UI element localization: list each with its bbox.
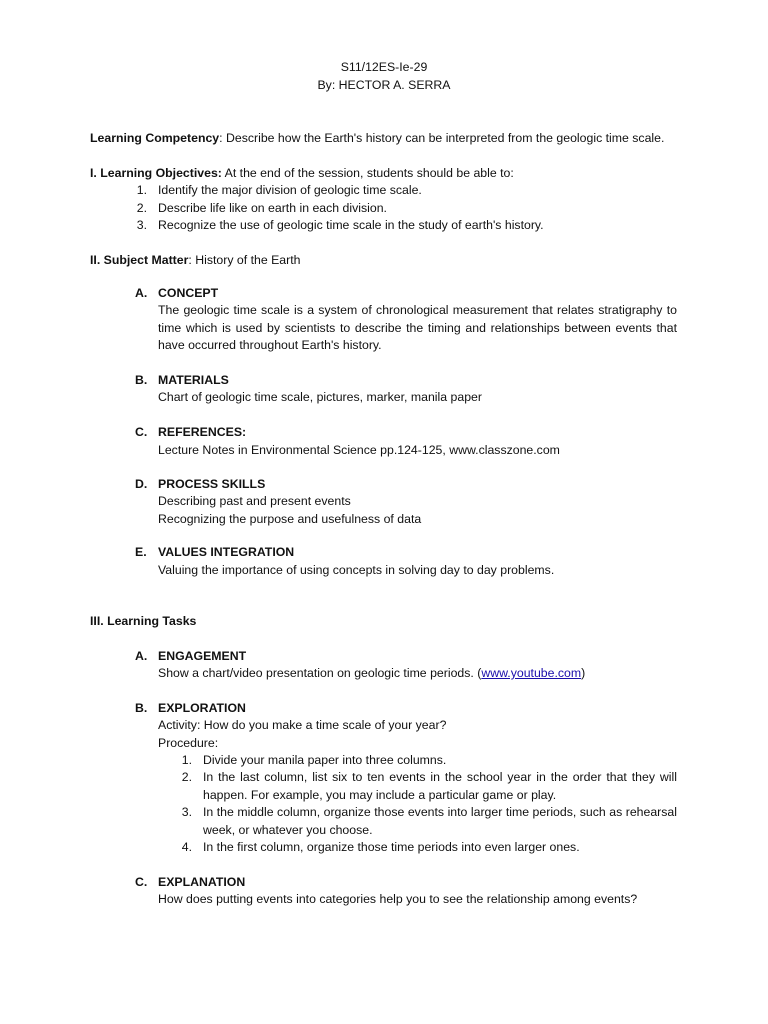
list-item-number: 1. (136, 183, 147, 197)
section-letter: E. (135, 545, 147, 559)
learning-competency-text: : Describe how the Earth's history can be interpreted from the geologic time scale. (219, 131, 665, 145)
section-letter: D. (135, 477, 148, 491)
section-title-materials: MATERIALS (158, 373, 229, 387)
section-letter: B. (135, 701, 148, 715)
explanation-text: How does putting events into categories help you to see the relationship among events? (158, 892, 638, 906)
list-item-number: 2. (136, 201, 147, 215)
learning-tasks-heading: III. Learning Tasks (90, 614, 197, 628)
youtube-link[interactable]: www.youtube.com (481, 666, 582, 680)
list-item: Describe life like on earth in each division. (158, 201, 387, 215)
section-title-concept: CONCEPT (158, 286, 219, 300)
section-title-values-integration: VALUES INTEGRATION (158, 545, 295, 559)
procedure-step: Divide your manila paper into three columns. (203, 753, 447, 767)
values-integration-text: Valuing the importance of using concepts in solving day to day problems. (158, 563, 555, 577)
step-number: 1. (181, 753, 192, 767)
section-letter: A. (135, 286, 148, 300)
step-number: 3. (181, 805, 192, 819)
materials-text: Chart of geologic time scale, pictures, marker, manila paper (158, 390, 482, 404)
section-title-references: REFERENCES: (158, 425, 247, 439)
engagement-text (158, 665, 585, 683)
section-letter: C. (135, 875, 148, 889)
learning-competency (90, 130, 664, 148)
lesson-code: S11/12ES-Ie-29 (340, 60, 428, 74)
procedure-step: In the last column, list six to ten events in the school year in the order that they will happen. For example, you may include a particular game or play. (203, 770, 677, 802)
process-skill-item: Describing past and present events (158, 494, 351, 508)
objectives-label: I. Learning Objectives: (90, 166, 222, 180)
list-item: Recognize the use of geologic time scale in the study of earth's history. (158, 218, 544, 232)
section-title-engagement: ENGAGEMENT (158, 649, 247, 663)
learning-competency-label: Learning Competency (90, 131, 220, 145)
exploration-activity: Activity: How do you make a time scale of your year? (158, 718, 447, 732)
subject-matter-text: : History of the Earth (188, 253, 301, 267)
procedure-step: In the first column, organize those time periods into even larger ones. (203, 840, 580, 854)
learning-objectives-heading (90, 165, 514, 183)
step-number: 4. (181, 840, 192, 854)
section-letter: B. (135, 373, 148, 387)
engagement-text-after: ) (581, 666, 586, 680)
subject-matter-heading (90, 252, 301, 270)
procedure-step: In the middle column, organize those events into larger time periods, such as rehearsal week, or whatever you choose. (203, 805, 677, 837)
section-letter: C. (135, 425, 148, 439)
section-letter: A. (135, 649, 148, 663)
section-title-explanation: EXPLANATION (158, 875, 246, 889)
objectives-intro: At the end of the session, students should be able to: (221, 166, 514, 180)
concept-text: The geologic time scale is a system of chronological measurement that relates stratigraphy to time which is used by scientists to describe the timing and relationships between events that have occurred throughout Earth's history. (158, 303, 677, 353)
lesson-author: By: HECTOR A. SERRA (317, 78, 451, 92)
section-title-exploration: EXPLORATION (158, 701, 246, 715)
list-item: Identify the major division of geologic time scale. (158, 183, 422, 197)
step-number: 2. (181, 770, 192, 784)
process-skill-item: Recognizing the purpose and usefulness of data (158, 512, 422, 526)
engagement-text-before: Show a chart/video presentation on geologic time periods. ( (158, 666, 482, 680)
exploration-procedure-label: Procedure: (158, 736, 219, 750)
section-title-process-skills: PROCESS SKILLS (158, 477, 266, 491)
references-text: Lecture Notes in Environmental Science pp.124-125, www.classzone.com (158, 443, 560, 457)
list-item-number: 3. (136, 218, 147, 232)
subject-matter-label: II. Subject Matter (90, 253, 189, 267)
